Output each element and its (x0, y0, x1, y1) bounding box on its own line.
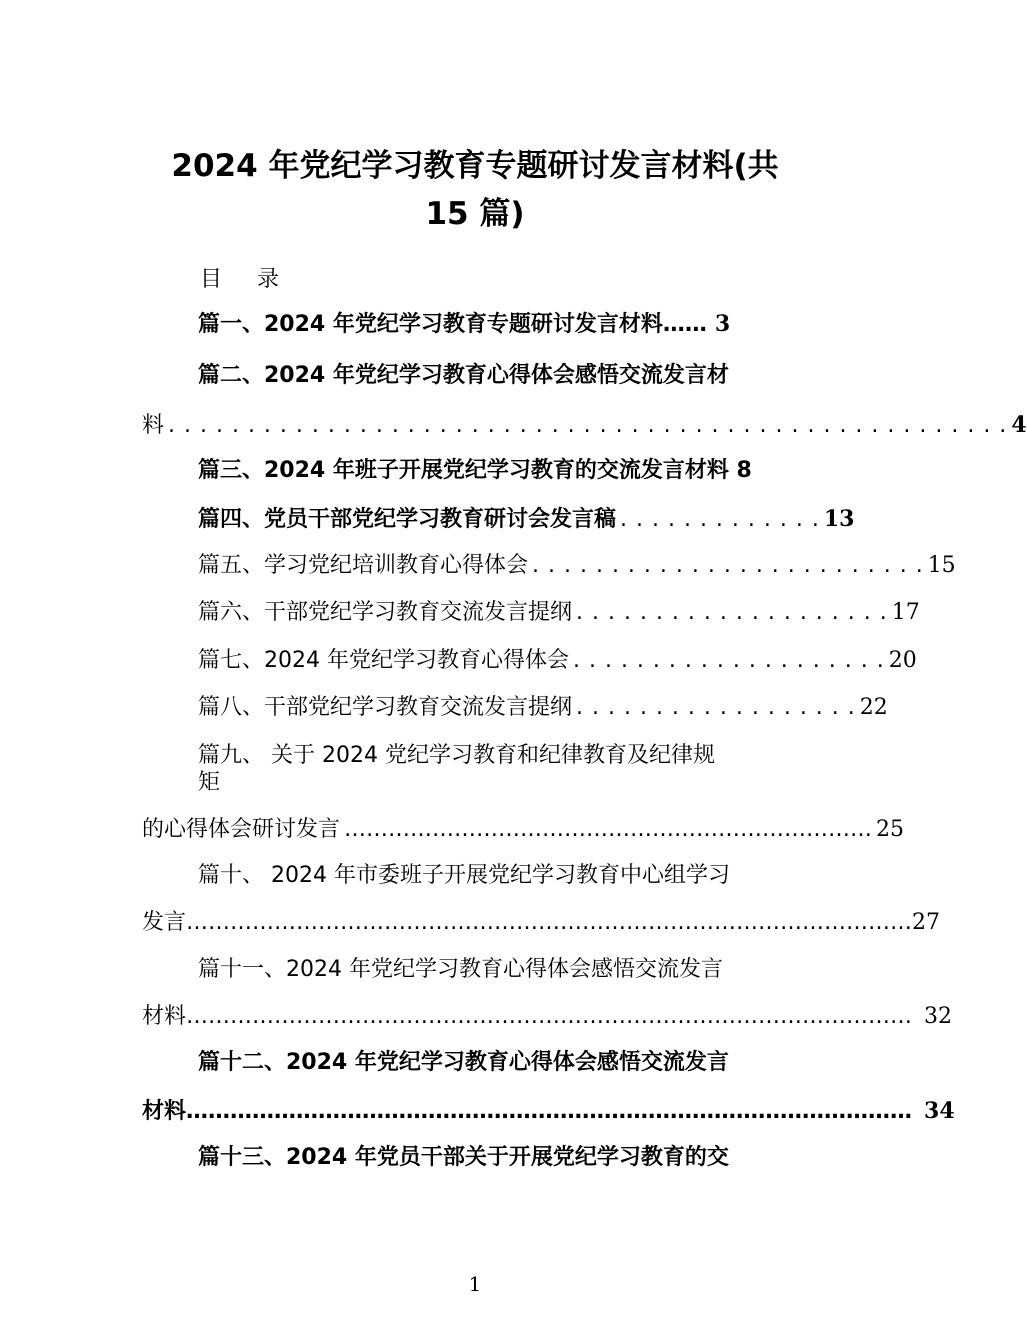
toc-page-number: 32 (924, 1004, 953, 1029)
toc-page-number: 3 (714, 311, 731, 337)
toc-leader: . . . . . . . . . . . . . . . . . . . . (576, 600, 888, 625)
toc-page-number: 13 (823, 506, 855, 532)
toc-entry-7[interactable] (198, 643, 917, 679)
title-line-2: 15 篇) (425, 196, 525, 232)
toc-entry-2[interactable] (142, 407, 1027, 444)
toc-entry-3[interactable]: 篇三、2024 年班子开展党纪学习教育的交流发言材料 8 (198, 458, 752, 483)
toc-leader: . . . . . . . . . . . . . . . . . . . . . . . . . . . . . . . . . . . . . . . . . . . . . . . . . . . . . (168, 413, 1008, 438)
toc-entry-text: 篇五、学习党纪培训教育心得体会 (198, 553, 529, 578)
toc-page-number: 25 (876, 817, 905, 842)
toc-entry-9-line-1[interactable]: 篇九、 关于 2024 党纪学习教育和纪律教育及纪律规 (198, 743, 715, 768)
toc-page-number: 27 (912, 910, 941, 935)
toc-entry-10-line-1[interactable]: 篇十、 2024 年市委班子开展党纪学习教育中心组学习 (198, 863, 730, 888)
toc-entry-text: 发言 (142, 910, 187, 935)
toc-entry-11[interactable] (142, 999, 953, 1035)
toc-entry-2-line-1[interactable]: 篇二、2024 年党纪学习教育心得体会感悟交流发言材 (198, 363, 729, 388)
toc-page-number: 34 (924, 1098, 955, 1124)
toc-leader: . . . . . . . . . . . . . . . . . . . . (572, 648, 885, 673)
toc-entry-text: 篇四、党员干部党纪学习教育研讨会发言稿 (198, 507, 617, 532)
toc-entry-text: 的心得体会研讨发言 (142, 817, 341, 842)
toc-entry-9[interactable] (142, 812, 905, 848)
toc-leader: …… (662, 312, 707, 337)
toc-entry-text: 材料 (142, 1099, 187, 1124)
page-number: 1 (468, 1272, 482, 1296)
toc-page-number: 22 (859, 695, 888, 720)
toc-page-number: 4 (1011, 412, 1027, 438)
title-line-1: 2024 年党纪学习教育专题研讨发言材料(共 (171, 148, 779, 184)
toc-entry-text: 篇一、2024 年党纪学习教育专题研讨发言材料 (198, 312, 663, 337)
toc-entry-1[interactable] (198, 306, 798, 343)
toc-leader: . . . . . . . . . . . . . . . . . . (576, 695, 856, 720)
toc-leader: . . . . . . . . . . . . . . . . . . . . . . . . . (532, 553, 924, 578)
toc-entry-10[interactable] (142, 905, 941, 941)
toc-page-number: 20 (888, 648, 917, 673)
toc-entry-12[interactable] (142, 1093, 955, 1130)
toc-entry-8[interactable] (198, 690, 888, 726)
toc-entry-5[interactable] (198, 548, 956, 584)
toc-entry-13-line-1[interactable]: 篇十三、2024 年党员干部关于开展党纪学习教育的交 (198, 1145, 729, 1170)
toc-leader: ……………………………………………………………………………………… (186, 910, 913, 935)
toc-entry-text: 篇七、2024 年党纪学习教育心得体会 (198, 648, 569, 673)
document-title (120, 142, 830, 238)
toc-entry-text: 篇六、干部党纪学习教育交流发言提纲 (198, 600, 573, 625)
toc-heading: 目 录 (200, 267, 293, 292)
toc-leader: ……………………………………………………………………………………… (186, 1099, 913, 1124)
toc-entry-text: 料 (142, 413, 165, 438)
toc-entry-6[interactable] (198, 595, 920, 631)
toc-page-number: 17 (891, 600, 920, 625)
toc-entry-12-line-1[interactable]: 篇十二、2024 年党纪学习教育心得体会感悟交流发言 (198, 1050, 729, 1075)
toc-leader: ……………………………………………………………… (344, 817, 873, 842)
toc-page-number: 15 (927, 553, 956, 578)
toc-entry-11-line-1[interactable]: 篇十一、2024 年党纪学习教育心得体会感悟交流发言 (198, 957, 723, 982)
toc-leader: . . . . . . . . . . . . . (620, 507, 820, 532)
toc-entry-9-line-2[interactable]: 矩 (198, 770, 221, 795)
toc-leader: ……………………………………………………………………………………… (186, 1004, 913, 1029)
toc-entry-text: 篇八、干部党纪学习教育交流发言提纲 (198, 695, 573, 720)
toc-entry-text: 材料 (142, 1004, 187, 1029)
toc-entry-4[interactable] (198, 501, 855, 538)
